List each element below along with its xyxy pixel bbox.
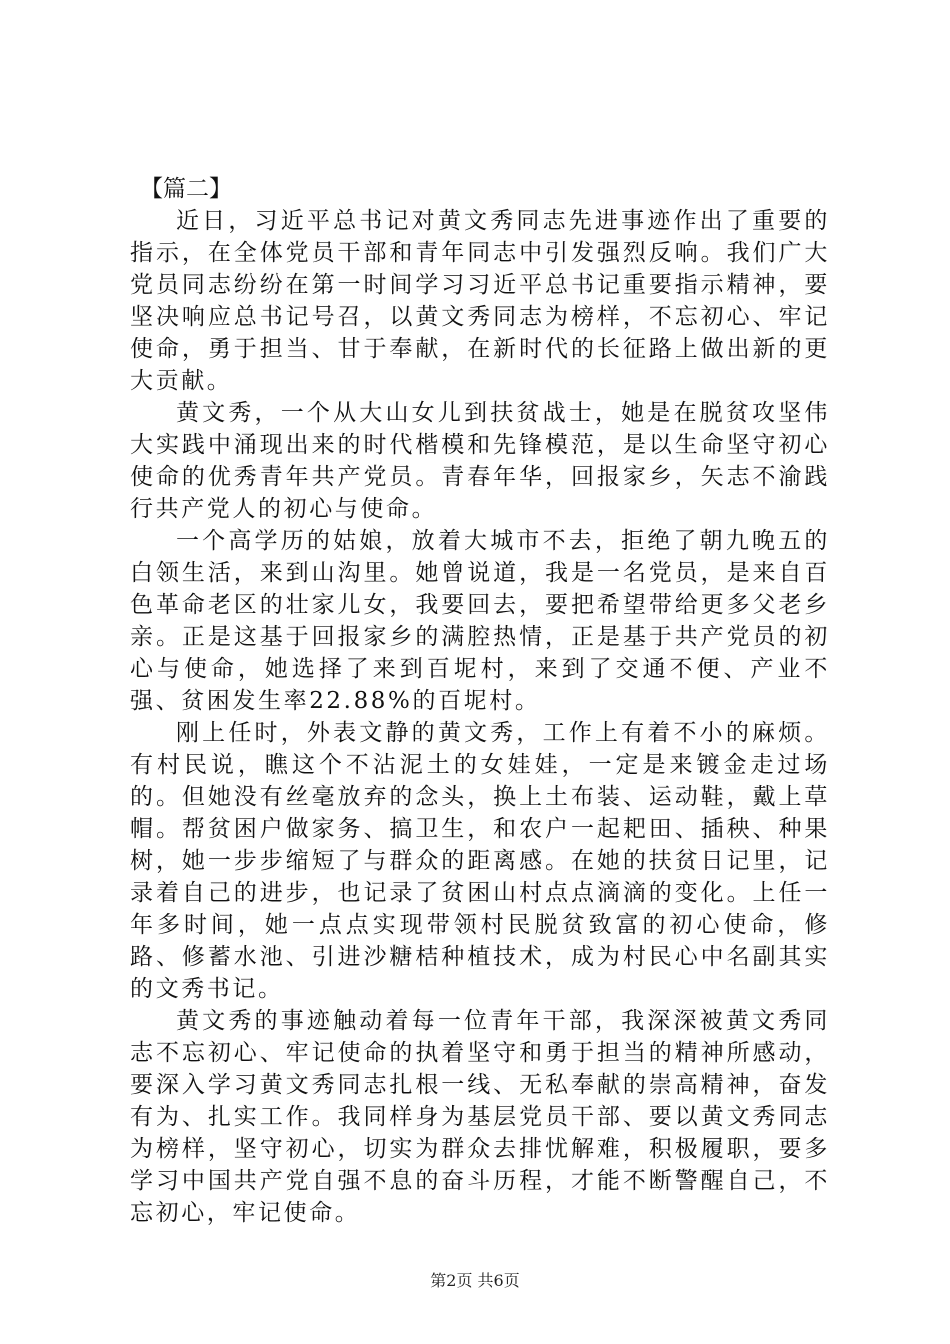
section-heading: 【篇二】: [140, 176, 232, 202]
paragraph-2: 黄文秀，一个从大山女儿到扶贫战士，她是在脱贫攻坚伟大实践中涌现出来的时代楷模和先锋模范，是以生命坚守初心使命的优秀青年共产党员。青春年华，回报家乡，矢志不渝践行共产党人的初心与使命。: [130, 400, 830, 522]
paragraph-4: 刚上任时，外表文静的黄文秀，工作上有着不小的麻烦。有村民说，瞧这个不沾泥土的女娃娃，一定是来镀金走过场的。但她没有丝毫放弃的念头，换上土布装、运动鞋，戴上草帽。帮贫困户做家务、搞卫生，和农户一起耙田、插秧、种果树，她一步步缩短了与群众的距离感。在她的扶贫日记里，记录着自己的进步，也记录了贫困山村点点滴滴的变化。上任一年多时间，她一点点实现带领村民脱贫致富的初心使命，修路、修蓄水池、引进沙糖桔种植技术，成为村民心中名副其实的文秀书记。: [130, 720, 830, 1002]
paragraph-1: 近日，习近平总书记对黄文秀同志先进事迹作出了重要的指示，在全体党员干部和青年同志中引发强烈反响。我们广大党员同志纷纷在第一时间学习习近平总书记重要指示精神，要坚决响应总书记号召，以黄文秀同志为榜样，不忘初心、牢记使命，勇于担当、甘于奉献，在新时代的长征路上做出新的更大贡献。: [130, 208, 830, 394]
paragraph-5: 黄文秀的事迹触动着每一位青年干部，我深深被黄文秀同志不忘初心、牢记使命的执着坚守和勇于担当的精神所感动，要深入学习黄文秀同志扎根一线、无私奉献的崇高精神，奋发有为、扎实工作。我同样身为基层党员干部、要以黄文秀同志为榜样，坚守初心，切实为群众去排忧解难，积极履职，要多学习中国共产党自强不息的奋斗历程，才能不断警醒自己，不忘初心，牢记使命。: [130, 1008, 830, 1226]
document-body: [130, 173, 830, 1229]
page-number-footer: 第2页 共6页: [430, 1271, 520, 1290]
paragraph-3: 一个高学历的姑娘，放着大城市不去，拒绝了朝九晚五的白领生活，来到山沟里。她曾说道，我是一名党员，是来自百色革命老区的壮家儿女，我要回去，要把希望带给更多父老乡亲。正是这基于回报家乡的满腔热情，正是基于共产党员的初心与使命，她选择了来到百坭村，来到了交通不便、产业不强、贫困发生率22.88%的百坭村。: [130, 528, 830, 714]
